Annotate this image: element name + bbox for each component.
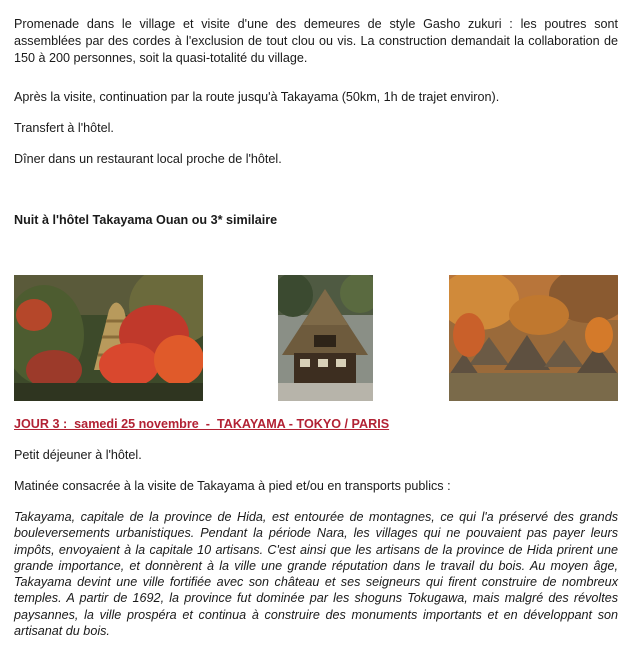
paragraph-dinner: Dîner dans un restaurant local proche de l'hôtel. — [14, 152, 282, 166]
paragraph-route: Après la visite, continuation par la route jusqu'à Takayama (50km, 1h de trajet environ). — [14, 90, 500, 104]
paragraph-hotel-night: Nuit à l'hôtel Takayama Ouan ou 3* similaire — [14, 213, 278, 227]
photo-gasho-house — [278, 275, 373, 401]
photo-garden-maple — [14, 275, 203, 401]
photo-village-autumn — [449, 275, 618, 401]
paragraph-takayama-history: Takayama, capitale de la province de Hida, est entourée de montagnes, ce qui l'a préservé des grands bouleversements urbanistiques. Pendant la période Nara, les villages qui ne pouvaient pas payer leurs impôts, envoyaient à la capitale 10 artisans. C'est ainsi que les artisans de la province de Hida prirent une grande importance, et donnèrent à la ville une grande réputation dans le travail du bois. Au moyen âge, Takayama devint une ville fortifiée avec son château et ses seigneurs qui firent construire de nombreux temples. A partir de 1692, la province fut dominée par les shoguns Tokugawa, mais malgré des révoltes paysannes, la ville prospéra et continua à construire des monuments importants et en développant son artisanat du bois. — [14, 510, 618, 639]
day3-heading: JOUR 3 : samedi 25 novembre - TAKAYAMA - TOKYO / PARIS — [14, 417, 390, 431]
paragraph-gasho-visit: Promenade dans le village et visite d'une des demeures de style Gasho zukuri : les poutres sont assemblées par des cordes à l'exclusion de tout clou ou vis. La construction demandait la collaboration de 150 à 200 personnes, soit la quasi-totalité du village. — [14, 17, 618, 65]
paragraph-morning-visit: Matinée consacrée à la visite de Takayama à pied et/ou en transports publics : — [14, 479, 451, 493]
paragraph-breakfast: Petit déjeuner à l'hôtel. — [14, 448, 142, 462]
paragraph-transfer: Transfert à l'hôtel. — [14, 121, 114, 135]
